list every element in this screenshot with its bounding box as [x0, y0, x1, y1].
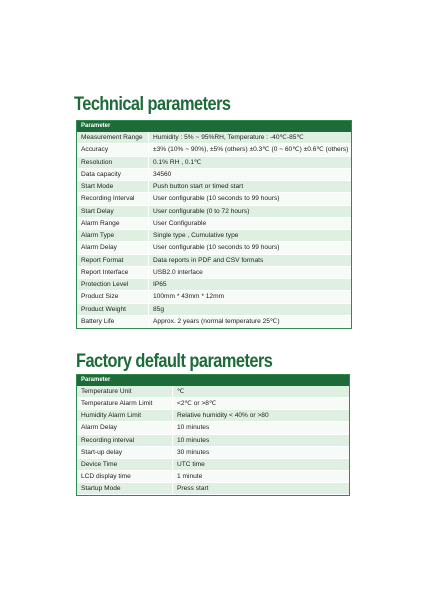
row-label: Alarm Range [77, 218, 149, 230]
row-value: 0.1% RH , 0.1℃ [149, 157, 351, 169]
row-value: IP65 [149, 279, 351, 291]
row-label: Temperature Alarm Limit [77, 398, 173, 410]
row-label: Alarm Type [77, 230, 149, 242]
row-label: Temperature Unit [77, 386, 173, 398]
table-row [77, 422, 349, 434]
table-row [77, 255, 351, 267]
row-label: Start Delay [77, 206, 149, 218]
table-row [77, 316, 351, 328]
row-value: Press start [173, 483, 349, 495]
table-body [77, 386, 349, 495]
row-value: 1 minute [173, 471, 349, 483]
row-value: Push button start or timed start [149, 181, 351, 193]
table-row [77, 483, 349, 495]
row-value: 10 minutes [173, 422, 349, 434]
row-value: Single type , Cumulative type [149, 230, 351, 242]
table-row [77, 471, 349, 483]
row-label: LCD display time [77, 471, 173, 483]
table-header: Parameter [77, 121, 351, 132]
table-row [77, 267, 351, 279]
row-value: Humidity : 5% ~ 95%RH, Temperature : -40℃-85℃ [149, 132, 351, 144]
factory-default-parameters-table [76, 374, 350, 496]
row-value: User configurable (10 seconds to 99 hours) [149, 193, 351, 205]
row-label: Report Format [77, 255, 149, 267]
table-header: Parameter [77, 375, 349, 386]
row-label: Start Mode [77, 181, 149, 193]
table-row [77, 206, 351, 218]
row-value: User Configurable [149, 218, 351, 230]
row-value: Approx. 2 years (normal temperature 25℃) [149, 316, 351, 328]
row-value: Data reports in PDF and CSV formats [149, 255, 351, 267]
row-label: Start-up delay [77, 447, 173, 459]
row-label: Recording Interval [77, 193, 149, 205]
row-label: Alarm Delay [77, 422, 173, 434]
row-value: 100mm * 43mm * 12mm [149, 291, 351, 303]
table-row [77, 386, 349, 398]
factory-default-parameters-title: Factory default parameters [76, 351, 273, 372]
table-row [77, 132, 351, 144]
table-row [77, 242, 351, 254]
table-row [77, 230, 351, 242]
technical-parameters-table [76, 120, 352, 329]
table-row [77, 291, 351, 303]
table-row [77, 304, 351, 316]
technical-parameters-title: Technical parameters [74, 94, 231, 115]
row-label: Recording interval [77, 435, 173, 447]
table-row [77, 447, 349, 459]
row-label: Battery Life [77, 316, 149, 328]
table-row [77, 459, 349, 471]
row-value: UTC time [173, 459, 349, 471]
row-label: Product Weight [77, 304, 149, 316]
row-label: Data capacity [77, 169, 149, 181]
row-value: 30 minutes [173, 447, 349, 459]
table-row [77, 193, 351, 205]
row-value: ℃ [173, 386, 349, 398]
row-label: Product Size [77, 291, 149, 303]
row-label: Measurement Range [77, 132, 149, 144]
row-value: User configurable (10 seconds to 99 hours) [149, 242, 351, 254]
row-label: Device Time [77, 459, 173, 471]
row-label: Resolution [77, 157, 149, 169]
table-body [77, 132, 351, 328]
row-value: USB2.0 interface [149, 267, 351, 279]
row-label: Startup Mode [77, 483, 173, 495]
table-row [77, 218, 351, 230]
row-value: 34560 [149, 169, 351, 181]
row-value: 10 minutes [173, 435, 349, 447]
row-label: Humidity Alarm Limit [77, 410, 173, 422]
row-value: ±3% (10% ~ 90%), ±5% (others) ±0.3℃ (0 ~ 60℃) ±0.6℃ (others) [149, 144, 351, 156]
row-label: Accuracy [77, 144, 149, 156]
row-value: User configurable (0 to 72 hours) [149, 206, 351, 218]
table-row [77, 279, 351, 291]
row-label: Protection Level [77, 279, 149, 291]
table-row [77, 181, 351, 193]
row-value: 85g [149, 304, 351, 316]
table-row [77, 435, 349, 447]
row-value: Relative humidity < 40% or >80 [173, 410, 349, 422]
table-row [77, 144, 351, 156]
row-label: Alarm Delay [77, 242, 149, 254]
table-row [77, 157, 351, 169]
table-row [77, 410, 349, 422]
row-value: <2℃ or >8℃ [173, 398, 349, 410]
table-row [77, 398, 349, 410]
row-label: Report Interface [77, 267, 149, 279]
table-row [77, 169, 351, 181]
